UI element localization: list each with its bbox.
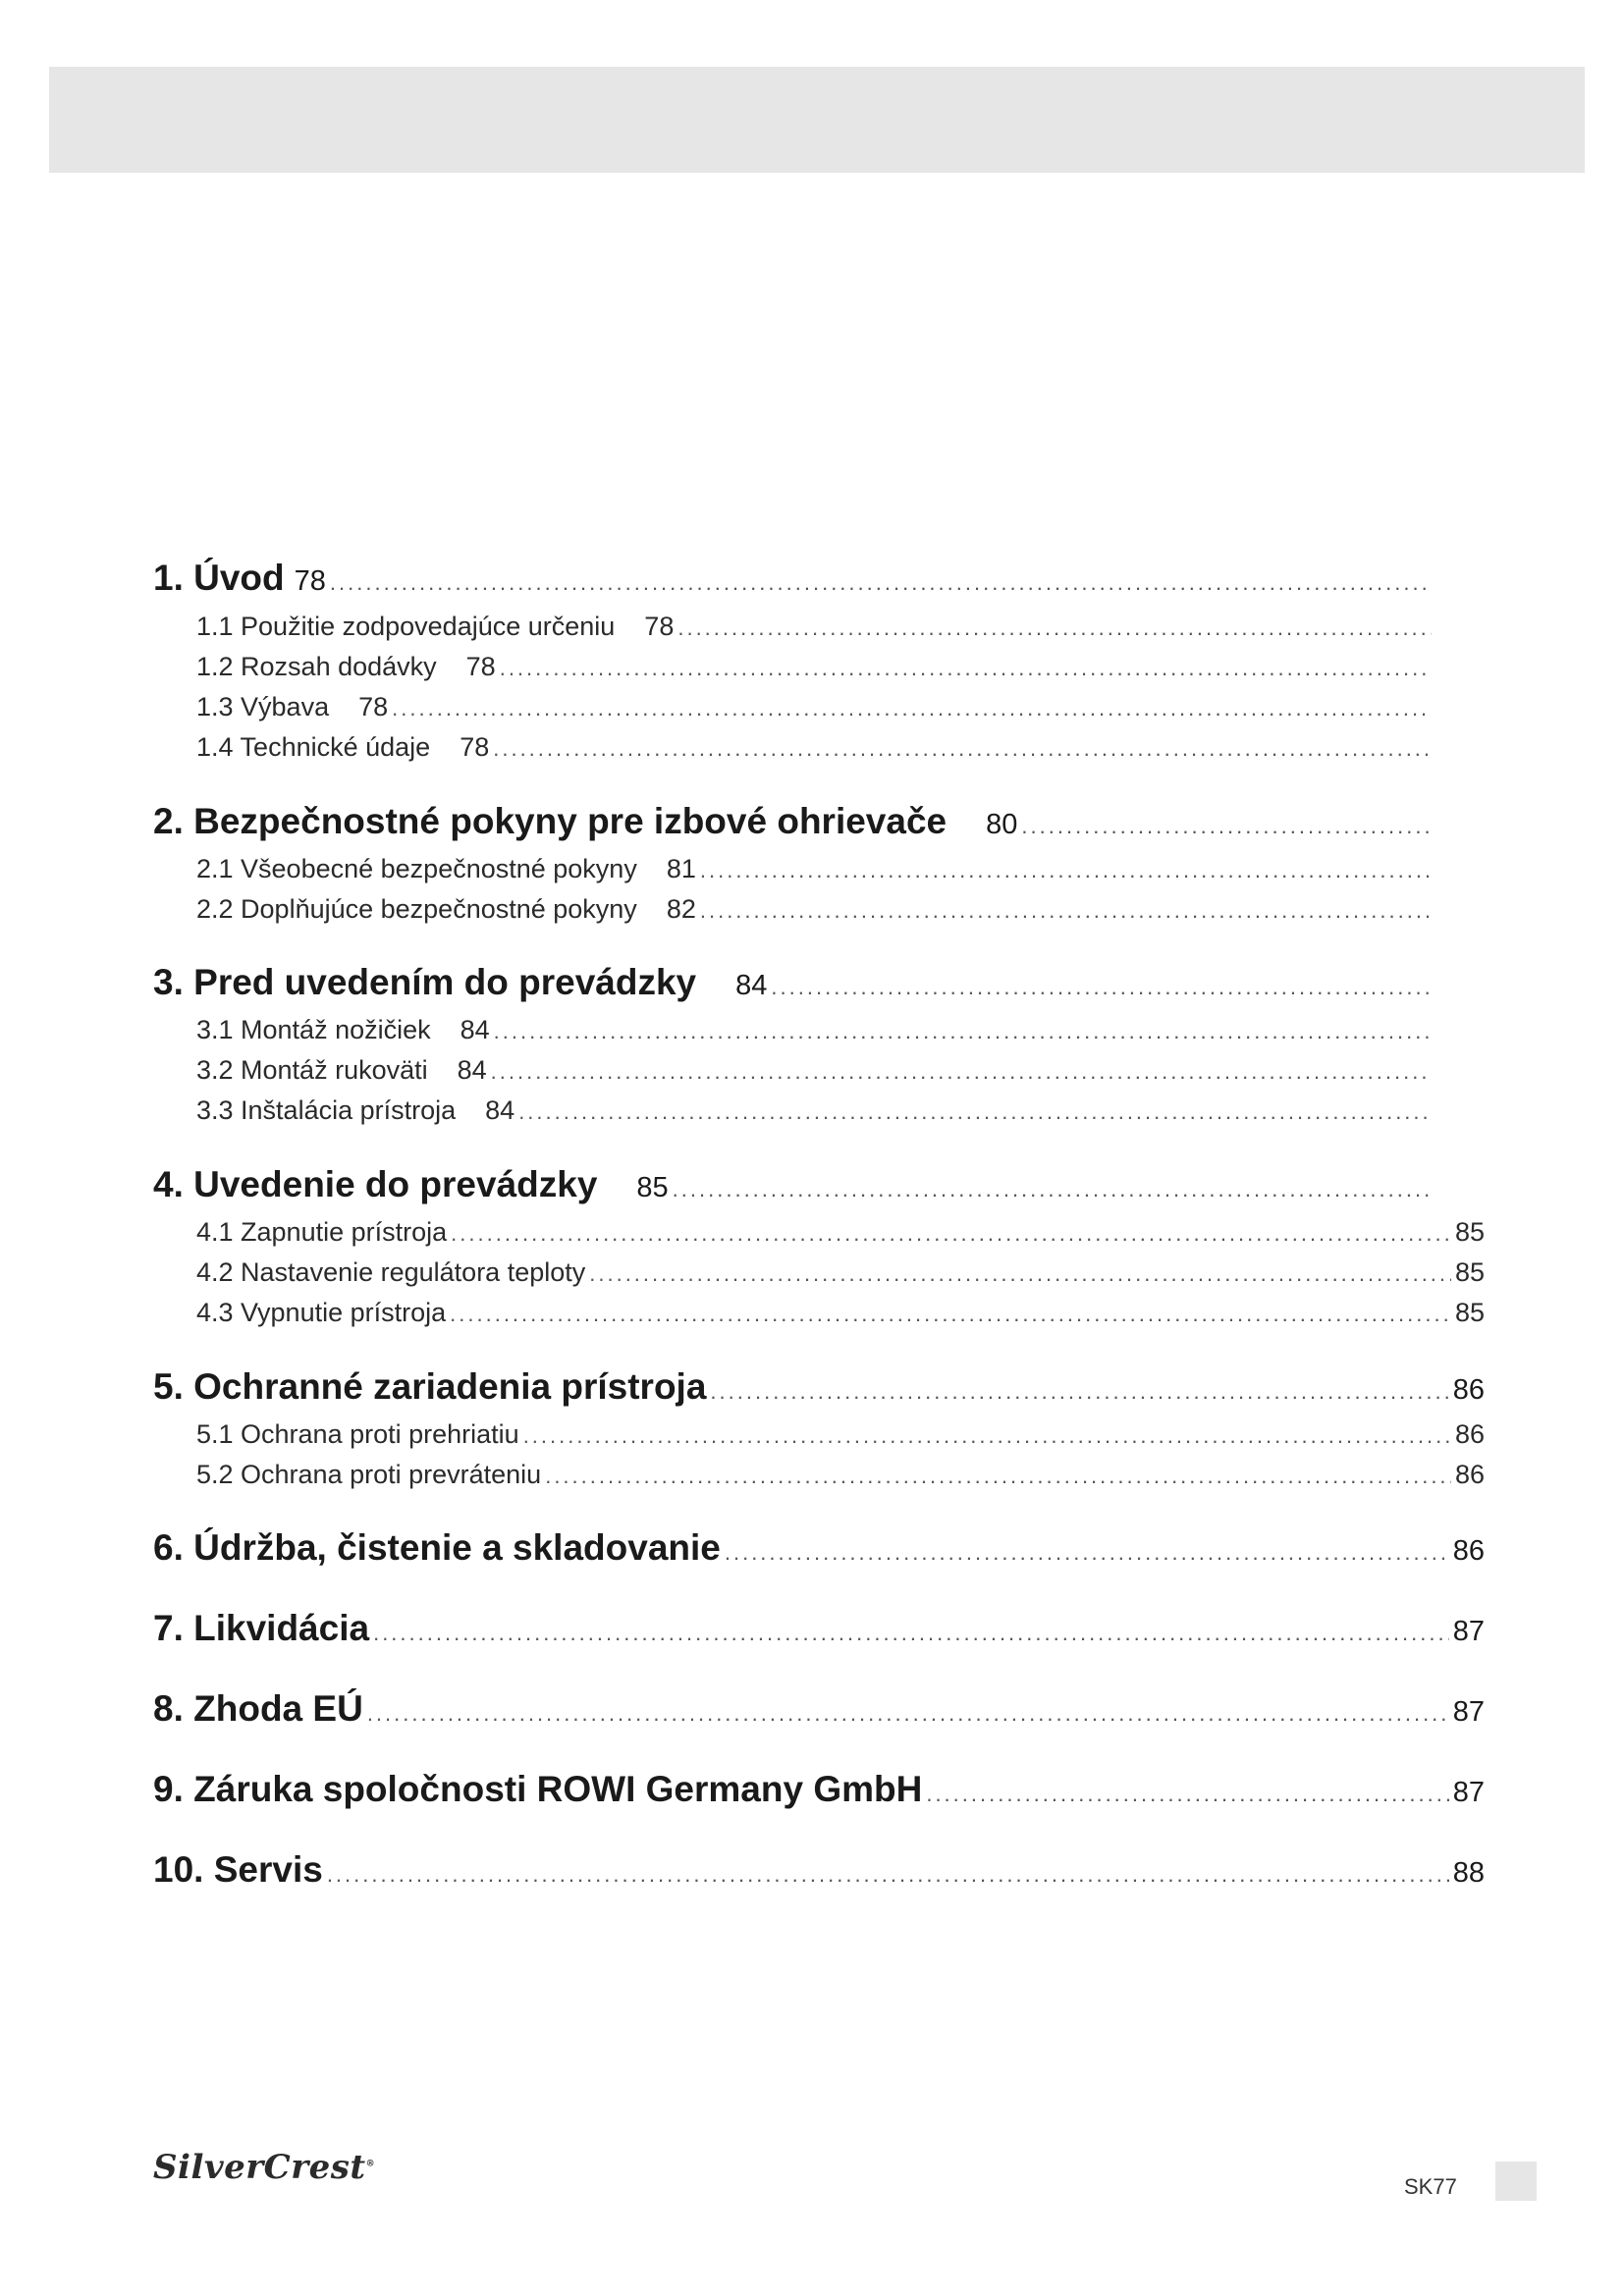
toc-entry-2-2[interactable]: [196, 894, 1435, 925]
toc-page: 85: [1454, 1217, 1485, 1247]
toc-entry-2[interactable]: [153, 801, 1435, 842]
toc-entry-8[interactable]: [153, 1688, 1485, 1730]
toc-leader: [367, 1701, 1449, 1727]
toc-leader: [451, 1221, 1451, 1247]
toc-leader: [373, 1621, 1449, 1646]
toc-label: 8. Zhoda EÚ: [153, 1688, 363, 1729]
toc-label: 5.1 Ochrana proti prehriatiu: [196, 1419, 519, 1449]
toc-leader: [926, 1782, 1448, 1807]
toc-page: 87: [1452, 1616, 1485, 1647]
toc-label: 2.1 Všeobecné bezpečnostné pokyny: [196, 854, 637, 883]
toc-entry-3-1[interactable]: [196, 1015, 1435, 1045]
toc-page: 86: [1454, 1419, 1485, 1449]
toc-label: 7. Likvidácia: [153, 1608, 370, 1648]
toc-page: 84: [460, 1015, 490, 1044]
toc-leader: [494, 1019, 1432, 1044]
toc-leader: [771, 975, 1432, 1000]
toc-label: 1.3 Výbava: [196, 692, 330, 721]
toc-label: 1.4 Technické údaje: [196, 732, 431, 762]
toc-entry-9[interactable]: [153, 1769, 1485, 1810]
toc-leader: [450, 1302, 1451, 1327]
toc-page: 80: [986, 809, 1018, 840]
toc-label: 9. Záruka spoločnosti ROWI Germany GmbH: [153, 1769, 923, 1809]
toc-page: 86: [1452, 1374, 1485, 1406]
toc-entry-3-3[interactable]: [196, 1095, 1435, 1126]
toc-entry-1-2[interactable]: [196, 652, 1435, 682]
toc-leader: [589, 1261, 1451, 1287]
toc-leader: [493, 736, 1432, 762]
toc-label: 2. Bezpečnostné pokyny pre izbové ohrievače: [153, 801, 947, 841]
toc-entry-2-1[interactable]: [196, 854, 1435, 884]
toc-entry-10[interactable]: [153, 1849, 1485, 1891]
toc-label: 3.3 Inštalácia prístroja: [196, 1095, 457, 1125]
toc-label: 4. Uvedenie do prevádzky: [153, 1164, 598, 1204]
toc-entry-4-3[interactable]: [196, 1298, 1485, 1328]
toc-label: 3. Pred uvedením do prevádzky: [153, 962, 697, 1002]
toc-label: 2.2 Doplňujúce bezpečnostné pokyny: [196, 894, 637, 924]
toc-page: 78: [294, 565, 326, 597]
toc-entry-7[interactable]: [153, 1608, 1485, 1649]
toc-label: 1. Úvod: [153, 558, 285, 598]
page-number-box: [1495, 2162, 1537, 2201]
toc-entry-5[interactable]: [153, 1366, 1485, 1408]
toc-leader: [725, 1540, 1449, 1566]
toc-leader: [330, 570, 1432, 596]
toc-leader: [491, 1059, 1432, 1085]
toc-page: 84: [485, 1095, 515, 1125]
model-code: SK77: [1404, 2174, 1457, 2199]
toc-leader: [673, 1177, 1432, 1202]
toc-page: 78: [358, 692, 389, 721]
toc-leader: [677, 615, 1432, 641]
toc-page: 87: [1452, 1777, 1485, 1808]
toc-label: 1.2 Rozsah dodávky: [196, 652, 437, 681]
toc-label: 3.2 Montáž rukoväti: [196, 1055, 428, 1085]
silvercrest-logo: [153, 2148, 375, 2187]
toc-page: 86: [1454, 1460, 1485, 1489]
toc-leader: [523, 1423, 1451, 1449]
toc-entry-1-1[interactable]: [196, 612, 1435, 642]
toc-page: 78: [644, 612, 675, 641]
toc-label: 4.1 Zapnutie prístroja: [196, 1217, 448, 1247]
toc-entry-1-3[interactable]: [196, 692, 1435, 722]
toc-page: 78: [465, 652, 496, 681]
toc-leader: [1021, 814, 1432, 839]
toc-page: 85: [1454, 1298, 1485, 1327]
toc-entry-3[interactable]: [153, 962, 1435, 1003]
toc-page: 87: [1452, 1696, 1485, 1728]
toc-label: 4.2 Nastavenie regulátora teploty: [196, 1257, 586, 1287]
toc-label: 3.1 Montáž nožičiek: [196, 1015, 431, 1044]
toc-page: 78: [460, 732, 490, 762]
toc-entry-4[interactable]: [153, 1164, 1435, 1205]
toc-label: 1.1 Použitie zodpovedajúce určeniu: [196, 612, 616, 641]
toc-leader: [518, 1099, 1432, 1125]
toc-label: 6. Údržba, čistenie a skladovanie: [153, 1527, 721, 1568]
toc-entry-5-2[interactable]: [196, 1460, 1485, 1490]
toc-leader: [700, 858, 1432, 883]
toc-leader: [710, 1379, 1448, 1405]
toc-entry-6[interactable]: [153, 1527, 1485, 1569]
toc-entry-4-2[interactable]: [196, 1257, 1485, 1288]
toc-entry-5-1[interactable]: [196, 1419, 1485, 1450]
toc-page: 88: [1452, 1857, 1485, 1889]
toc-entry-3-2[interactable]: [196, 1055, 1435, 1086]
toc-entry-1[interactable]: [153, 558, 1435, 599]
toc-page: 85: [1454, 1257, 1485, 1287]
toc-page: 82: [666, 894, 696, 924]
registered-mark: ®: [365, 2159, 376, 2169]
toc-leader: [392, 696, 1432, 721]
brand-name: SilverCrest: [153, 2148, 366, 2187]
toc-page: 84: [735, 970, 768, 1001]
toc-page: 85: [636, 1172, 669, 1203]
toc-page: 86: [1452, 1535, 1485, 1567]
toc-label: 5.2 Ochrana proti prevráteniu: [196, 1460, 542, 1489]
toc-page: 81: [666, 854, 696, 883]
toc-leader: [500, 656, 1432, 681]
toc-entry-1-4[interactable]: [196, 732, 1435, 763]
toc-leader: [327, 1862, 1449, 1888]
toc-entry-4-1[interactable]: [196, 1217, 1485, 1248]
toc-label: 4.3 Vypnutie prístroja: [196, 1298, 447, 1327]
toc-leader: [700, 898, 1432, 924]
toc-label: 10. Servis: [153, 1849, 323, 1890]
toc-page: 84: [457, 1055, 487, 1085]
toc-label: 5. Ochranné zariadenia prístroja: [153, 1366, 707, 1407]
toc-leader: [545, 1464, 1451, 1489]
